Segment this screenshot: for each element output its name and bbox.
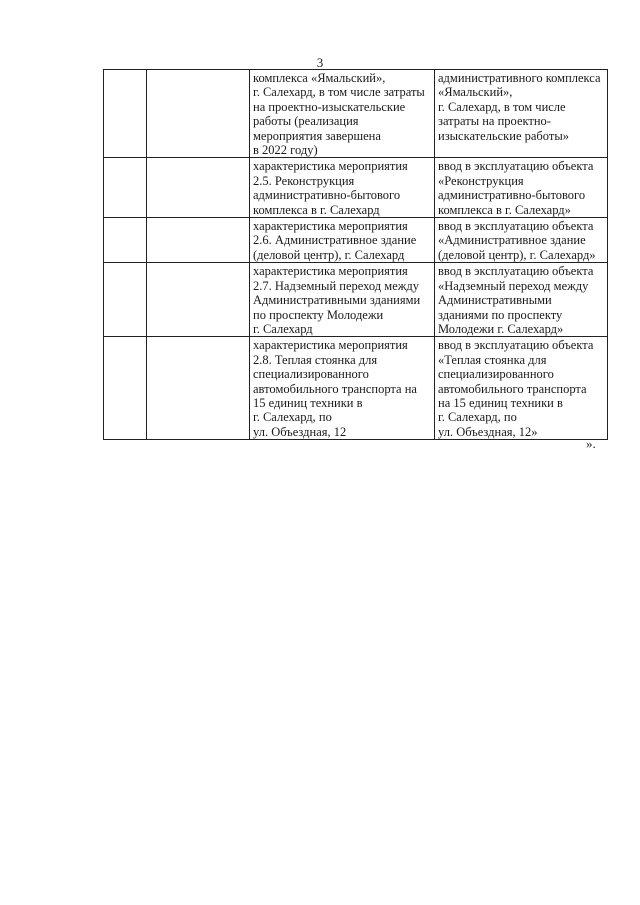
table-cell-characteristic: комплекса «Ямальский», г. Салехард, в том числе затраты на проектно-изыскательские работы (реализация мероприятия завершена в 2022 году) — [250, 70, 435, 158]
table-cell-col1 — [104, 158, 147, 218]
table-cell-col2 — [147, 70, 250, 158]
table-cell-result: ввод в эксплуатацию объекта «Реконструкция административно-бытового комплекса в г. Салехард» — [435, 158, 608, 218]
table-cell-characteristic: характеристика мероприятия 2.8. Теплая стоянка для специализированного автомобильного транспорта на 15 единиц техники в г. Салехард, по ул. Объездная, 12 — [250, 337, 435, 440]
table-cell-result: административного комплекса «Ямальский», г. Салехард, в том числе затраты на проектно- изыскательские работы» — [435, 70, 608, 158]
table-cell-characteristic: характеристика мероприятия 2.7. Надземный переход между Административными зданиями по проспекту Молодежи г. Салехард — [250, 263, 435, 337]
measures-table — [103, 69, 608, 440]
table-cell-result: ввод в эксплуатацию объекта «Теплая стоянка для специализированного автомобильного транспорта на 15 единиц техники в г. Салехард, по ул. Объездная, 12» — [435, 337, 608, 440]
table-row — [104, 337, 608, 440]
table-cell-col2 — [147, 337, 250, 440]
table-cell-col1 — [104, 337, 147, 440]
table-cell-result: ввод в эксплуатацию объекта «Надземный переход между Административными зданиями по проспекту Молодежи г. Салехард» — [435, 263, 608, 337]
table-cell-col2 — [147, 158, 250, 218]
table-row — [104, 158, 608, 218]
table-cell-result: ввод в эксплуатацию объекта «Административное здание (деловой центр), г. Салехард» — [435, 218, 608, 263]
table-cell-col2 — [147, 218, 250, 263]
table-cell-characteristic: характеристика мероприятия 2.6. Административное здание (деловой центр), г. Салехард — [250, 218, 435, 263]
table-cell-col1 — [104, 218, 147, 263]
table-row — [104, 218, 608, 263]
page-number: 3 — [316, 55, 324, 70]
table-row — [104, 263, 608, 337]
table-cell-col1 — [104, 263, 147, 337]
table-row — [104, 70, 608, 158]
closing-quote-mark: ». — [586, 436, 596, 451]
table-cell-col2 — [147, 263, 250, 337]
table-cell-col1 — [104, 70, 147, 158]
table-cell-characteristic: характеристика мероприятия 2.5. Реконструкция административно-бытового комплекса в г. Салехард — [250, 158, 435, 218]
